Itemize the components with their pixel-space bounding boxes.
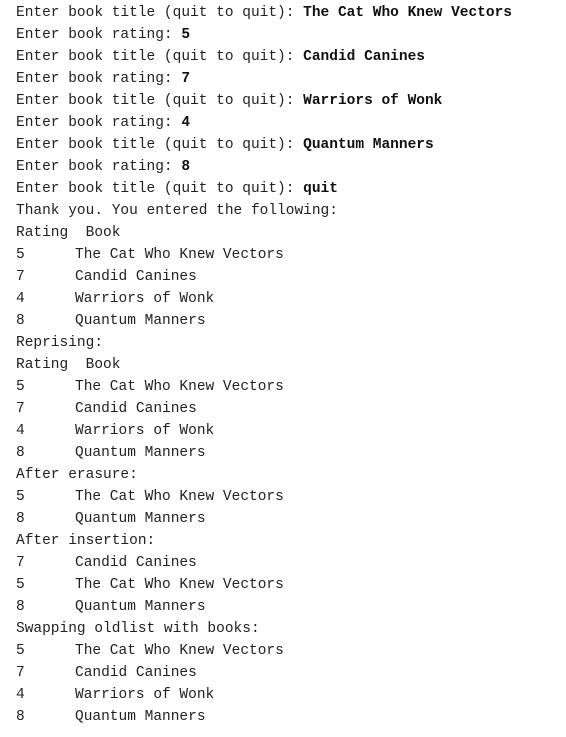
title-prompt-line	[16, 2, 566, 24]
rating-value: 5	[16, 489, 25, 505]
book-title: The Cat Who Knew Vectors	[75, 577, 284, 593]
after-insertion-heading: After insertion:	[16, 533, 156, 549]
book-title: Quantum Manners	[75, 599, 206, 615]
rating-value: 5	[16, 247, 25, 263]
rating-value: 5	[16, 577, 25, 593]
book-title: The Cat Who Knew Vectors	[75, 247, 284, 263]
list-item	[16, 574, 566, 596]
list-item	[16, 596, 566, 618]
title-prompt: Enter book title (quit to quit):	[16, 93, 304, 109]
list-item	[16, 376, 566, 398]
book-title: Warriors of Wonk	[75, 687, 215, 703]
rating-input: 4	[181, 115, 191, 131]
rating-value: 8	[16, 709, 25, 725]
list-item	[16, 706, 566, 728]
rating-prompt: Enter book rating:	[16, 27, 182, 43]
list-item	[16, 442, 566, 464]
rating-value: 4	[16, 423, 25, 439]
rating-prompt-line	[16, 68, 566, 90]
rating-value: 8	[16, 445, 25, 461]
book-title: Quantum Manners	[75, 445, 206, 461]
book-title: Candid Canines	[75, 269, 197, 285]
rating-input: 8	[181, 159, 191, 175]
list-item	[16, 508, 566, 530]
list-item	[16, 288, 566, 310]
title-prompt: Enter book title (quit to quit):	[16, 181, 304, 197]
rating-value: 7	[16, 555, 25, 571]
title-prompt-line	[16, 178, 566, 200]
list-item	[16, 420, 566, 442]
book-title: Candid Canines	[75, 665, 197, 681]
list-header: Rating Book	[16, 357, 121, 373]
swapping-heading: Swapping oldlist with books:	[16, 621, 260, 637]
quit-input: quit	[303, 181, 338, 197]
book-title: Quantum Manners	[75, 313, 206, 329]
book-title: Warriors of Wonk	[75, 291, 215, 307]
list-item	[16, 662, 566, 684]
rating-input: 7	[181, 71, 191, 87]
rating-value: 5	[16, 379, 25, 395]
rating-value: 8	[16, 511, 25, 527]
title-prompt: Enter book title (quit to quit):	[16, 49, 304, 65]
rating-value: 7	[16, 401, 25, 417]
list-item	[16, 640, 566, 662]
list-item	[16, 244, 566, 266]
rating-prompt-line	[16, 24, 566, 46]
title-prompt-line	[16, 90, 566, 112]
book-title: The Cat Who Knew Vectors	[75, 379, 284, 395]
book-title: The Cat Who Knew Vectors	[75, 643, 284, 659]
list-item	[16, 486, 566, 508]
book-title: Candid Canines	[75, 555, 197, 571]
book-title: Candid Canines	[75, 401, 197, 417]
rating-prompt: Enter book rating:	[16, 115, 182, 131]
rating-value: 4	[16, 291, 25, 307]
list-item	[16, 398, 566, 420]
console-output	[0, 2, 566, 737]
list-header: Rating Book	[16, 225, 121, 241]
title-input: Quantum Manners	[303, 137, 434, 153]
list-item	[16, 310, 566, 332]
list-item	[16, 266, 566, 288]
thanks-message: Thank you. You entered the following:	[16, 203, 338, 219]
rating-value: 4	[16, 687, 25, 703]
title-prompt: Enter book title (quit to quit):	[16, 137, 304, 153]
title-prompt: Enter book title (quit to quit):	[16, 5, 304, 21]
rating-value: 8	[16, 313, 25, 329]
title-input: Candid Canines	[303, 49, 425, 65]
book-title: The Cat Who Knew Vectors	[75, 489, 284, 505]
book-title: Quantum Manners	[75, 709, 206, 725]
rating-prompt-line	[16, 112, 566, 134]
rating-value: 8	[16, 599, 25, 615]
rating-value: 7	[16, 269, 25, 285]
after-erasure-heading: After erasure:	[16, 467, 138, 483]
title-prompt-line	[16, 46, 566, 68]
reprising-heading: Reprising:	[16, 335, 104, 351]
rating-value: 7	[16, 665, 25, 681]
rating-prompt: Enter book rating:	[16, 159, 182, 175]
title-input: The Cat Who Knew Vectors	[303, 5, 512, 21]
list-item	[16, 552, 566, 574]
rating-prompt: Enter book rating:	[16, 71, 182, 87]
book-title: Warriors of Wonk	[75, 423, 215, 439]
rating-prompt-line	[16, 156, 566, 178]
list-item	[16, 684, 566, 706]
title-prompt-line	[16, 134, 566, 156]
rating-input: 5	[181, 27, 191, 43]
rating-value: 5	[16, 643, 25, 659]
book-title: Quantum Manners	[75, 511, 206, 527]
title-input: Warriors of Wonk	[303, 93, 443, 109]
